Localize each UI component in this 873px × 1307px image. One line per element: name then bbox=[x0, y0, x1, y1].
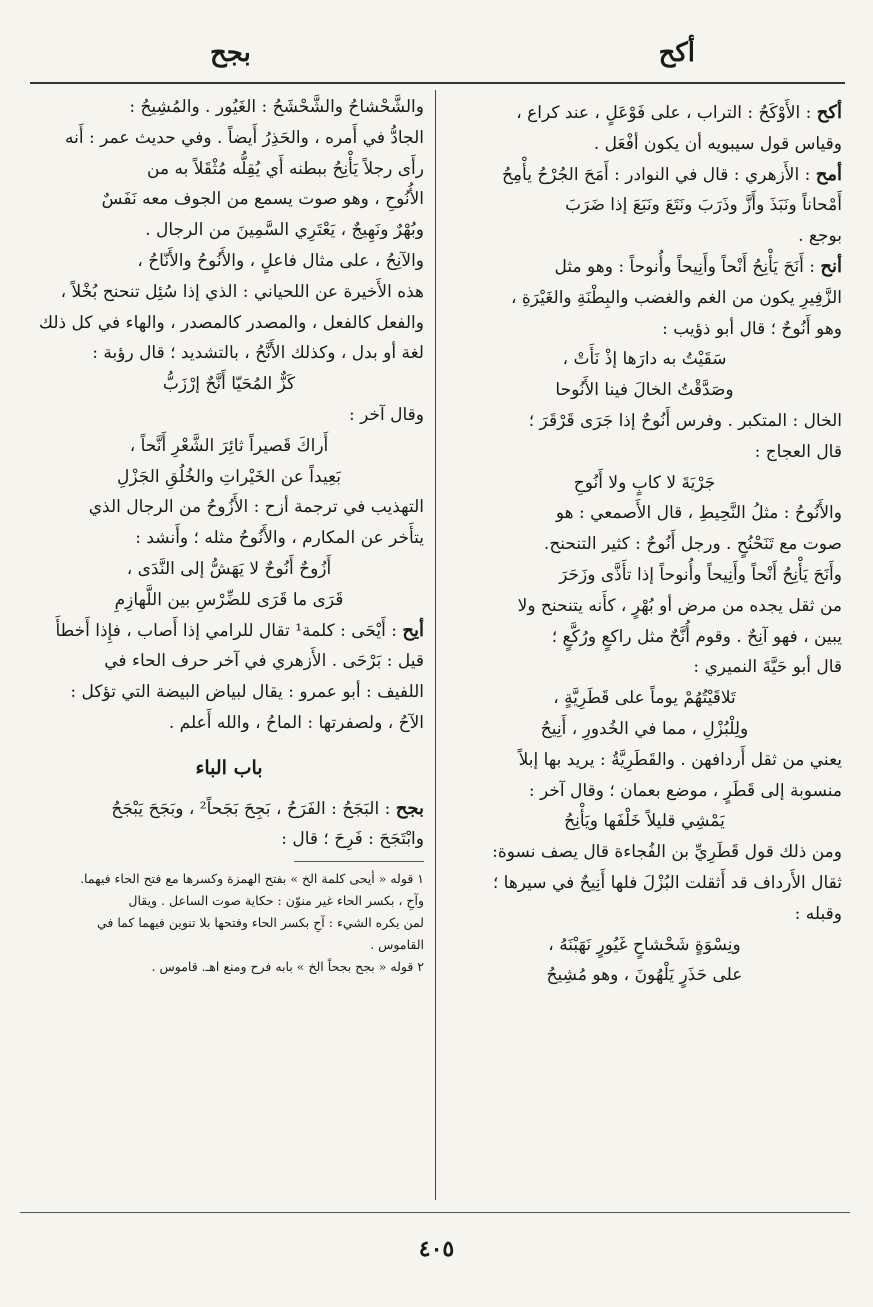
column-divider bbox=[435, 90, 436, 1200]
entry-line: يبين ، فهو آنِحٌ . وقوم أُنَّحٌ مثل راكعٍ ورُكَّعٍ ؛ bbox=[551, 626, 842, 647]
entry-line: التهذيب في ترجمة أزح : الأَزُوحُ من الرجال الذي bbox=[88, 497, 424, 518]
entry-line: أَمْحاناً ونَبَذَ وأَزَّ وذَرَبَ ونَتَعَ ونَبَعَ إذا ضَرَبَ bbox=[565, 195, 842, 216]
verse-line: أَراكَ قَصيراً ثائِرَ الشَّعْرِ أَنَّحاً ، bbox=[129, 435, 329, 456]
entry-line: الأُنُوحِ ، وهو صوت يسمع من الجوف معه نَفَسٌ bbox=[101, 189, 424, 210]
headword: أيح bbox=[402, 619, 424, 641]
entry-line: الآحُ ، ولصفرتها : الماحُ ، والله أَعلم . bbox=[168, 712, 424, 733]
verse-line: بَعِيداً عن الخَيْراتِ والخُلُقِ الجَزْلِ bbox=[116, 466, 342, 487]
entry-line: منسوبة إلى قَطَرٍ ، موضع بعمان ؛ وقال آخر : bbox=[528, 780, 842, 801]
header-left-entry: بجح bbox=[210, 38, 251, 68]
entry-line: هذه الأَخيرة عن اللحياني : الذي إذا سُئِل تنحنح بُخْلاً ، bbox=[60, 281, 424, 302]
entry-line: والآنِحُ ، على مثال فاعلٍ ، والأَنُوحُ والأَنّاحُ ، bbox=[137, 250, 424, 271]
footnote-line: لمن يكره الشيء : آحِ بكسر الحاء وفتحها بلا تنوين فيهما كما في bbox=[97, 915, 424, 931]
entry-line: لغة أو بدل ، وكذلك الأَنَّحُ ، بالتشديد ؛ قال رؤبة : bbox=[92, 343, 424, 364]
entry-line: من ثقل يجده من مرض أو بُهْرٍ ، كأَنه يتنحنح ولا bbox=[517, 595, 842, 616]
footnote-line: وآحِ ، بكسر الحاء غير منوّن : حكاية صوت الساعل . ويقال bbox=[128, 893, 424, 909]
entry-line: قال العجاج : bbox=[754, 441, 842, 462]
entry-line: ومن ذلك قول قَطَرِيِّ بن الفُجاءة قال يصف نسوة: bbox=[492, 842, 842, 863]
entry-line: وقياس قول سيبويه أن يكون أفْعَل . bbox=[593, 133, 842, 154]
footnote-line: ٢ قوله « بجح بجحاً الخ » بابه فرح ومنع اهـ. قاموس . bbox=[151, 959, 424, 975]
headword: بجح bbox=[395, 797, 424, 819]
entry-line: قيل : بَرْحَى . الأَزهري في آخر حرف الحاء في bbox=[104, 651, 424, 672]
footnote-line: ١ قوله « أيحى كلمة الخ » بفتح الهمزة وكسرها مع فتح الحاء فيهما. bbox=[80, 871, 424, 887]
entry-line: رأَى رجلاً يَأْنِحُ ببطنه أَي يُقِلُّه مُثْقَلاً به من bbox=[147, 158, 424, 179]
entry-line: والشَّحْشاحُ والشَّحْشَحُ : الغَيُور . والمُشِيحُ : bbox=[129, 97, 424, 117]
entry-line: وبُهْرٌ ونَهِيجٌ ، يَعْتَرِي السَّمِينَ من الرجال . bbox=[145, 220, 424, 241]
entry-line: صوت مع تَنَحْنُحٍ . ورجل أَنُوحٌ : كثير التنحنح. bbox=[543, 534, 842, 555]
verse-line: وصَدَّقْتُ الخالَ فينا الأَنُوحا bbox=[555, 380, 734, 401]
verse-line: تَلاقَيْتُهُمْ يوماً على قَطَرِيَّةٍ ، bbox=[553, 688, 736, 709]
header-rule bbox=[30, 82, 845, 84]
entry-line: أنح : أَنَحَ يَأْنِحُ أَنْحاً وأَنِيحاً وأُنوحاً : وهو مثل bbox=[554, 255, 842, 277]
section-title: باب الباء bbox=[195, 756, 263, 779]
entry-line: يعني من ثقل أَردافهن . والقَطَرِيَّةُ : يريد بها إبلاً bbox=[518, 749, 842, 770]
entry-line: وقال آخر : bbox=[348, 404, 424, 425]
header-right-entry: أكح bbox=[658, 38, 695, 68]
entry-line: ثقال الأَرداف قد أَثقلت البُزْلَ فلها أَنِيحٌ في سيرها ؛ bbox=[492, 872, 842, 893]
verse-line: سَقَيْتُ به دارَها إذْ نَأَتْ ، bbox=[562, 349, 727, 370]
entry-line: قال أبو حَيَّةَ النميري : bbox=[693, 657, 842, 678]
entry-line: وقبله : bbox=[794, 903, 842, 924]
entry-line: أيح : أَيْحَى : كلمة¹ تقال للرامي إذا أَصاب ، فإِذا أَخطأَ bbox=[55, 619, 424, 641]
right-column bbox=[447, 98, 842, 991]
entry-line: وابْتَجَحَ : فَرِحَ ؛ قال : bbox=[281, 829, 424, 850]
entry-line: الخال : المتكبر . وفرس أَنُوحٌ إذا جَرَى قَرْقَرَ ؛ bbox=[528, 410, 842, 431]
verse-line: جَرْيَةَ لا كابٍ ولا أَنُوحِ bbox=[573, 472, 716, 493]
footnote-separator bbox=[294, 861, 424, 862]
entry-line: وهو أَنُوحٌ ؛ قال أبو ذؤيب : bbox=[662, 318, 842, 339]
left-column bbox=[34, 92, 424, 978]
footnote-line: القاموس . bbox=[370, 937, 424, 953]
entry-line: أمح : الأَزهري : قال في النوادر : أَمَحَ الجُرْحُ يأْمِحُ bbox=[501, 163, 842, 185]
footer-rule bbox=[20, 1212, 850, 1213]
verse-line: ولِلْبُزْلِ ، مما في الخُدورِ ، أَنِيحُ bbox=[540, 718, 749, 739]
verse-line: ونِسْوَةٍ شَحْشاحٍ غَيُورٍ نَهَبْنَهُ ، bbox=[548, 934, 741, 955]
entry-line: اللفيف : أبو عمرو : يقال لبياض البيضة التي تؤكل : bbox=[70, 682, 424, 703]
verse-line: أَزُوحٌ أَنُوحٌ لا يَهَشُّ إلى النَّدَى ، bbox=[126, 558, 332, 579]
entry-line: والفعل كالفعل ، والمصدر كالمصدر ، والهاء في كل ذلك bbox=[39, 312, 424, 333]
entry-line: الزَّفِيرِ يكون من الغم والغضب والبِطْنَةِ والغَيْرَةِ ، bbox=[511, 287, 842, 308]
verse-line: كَزٌّ المُحَيّا أَنَّحٌ إرْزَبُّ bbox=[162, 374, 296, 395]
footnotes bbox=[34, 868, 424, 978]
entry-line: الجادُّ في أَمره ، والحَذِرُ أَيضاً . وفي حديث عمر : أَنه bbox=[65, 127, 424, 148]
headword: أمح bbox=[815, 163, 842, 185]
entry-line: يتأَخر عن المكارم ، والأَنُوحُ مثله ؛ وأَنشد : bbox=[135, 528, 424, 549]
verse-line: على حَذَرٍ يَلْهُونَ ، وهو مُشِيحُ bbox=[546, 965, 743, 986]
headword: أنح bbox=[820, 255, 842, 277]
verse-line: يَمْشِي قليلاً خَلْفَها ويَأْنِحُ bbox=[564, 811, 725, 832]
verse-line: قَرَى ما قَرَى للضِّرْسِ بين اللَّهازِمِ bbox=[114, 589, 344, 610]
entry-line: والأَنُوحُ : مثلُ النَّحِيطِ ، قال الأَصمعي : هو bbox=[555, 503, 842, 524]
entry-line: بجح : البَجَحُ : الفَرَحُ ، بَجِحَ بَجَحاً² ، وبَجَحَ يَبْجَحُ bbox=[111, 797, 424, 819]
page-number: ٤٠٥ bbox=[418, 1236, 455, 1262]
entry-line: بوجع . bbox=[798, 226, 842, 247]
entry-line: وأَنَحَ يَأْنِحُ أَنْحاً وأَنِيحاً وأُنوحاً إذا تأَذَّى وزَحَرَ bbox=[559, 564, 842, 585]
entry-line: أكح : الأَوْكَحُ : التراب ، على فَوْعَلٍ ، عند كراع ، bbox=[516, 102, 842, 123]
page-header bbox=[30, 38, 840, 78]
headword: أكح bbox=[816, 102, 842, 123]
